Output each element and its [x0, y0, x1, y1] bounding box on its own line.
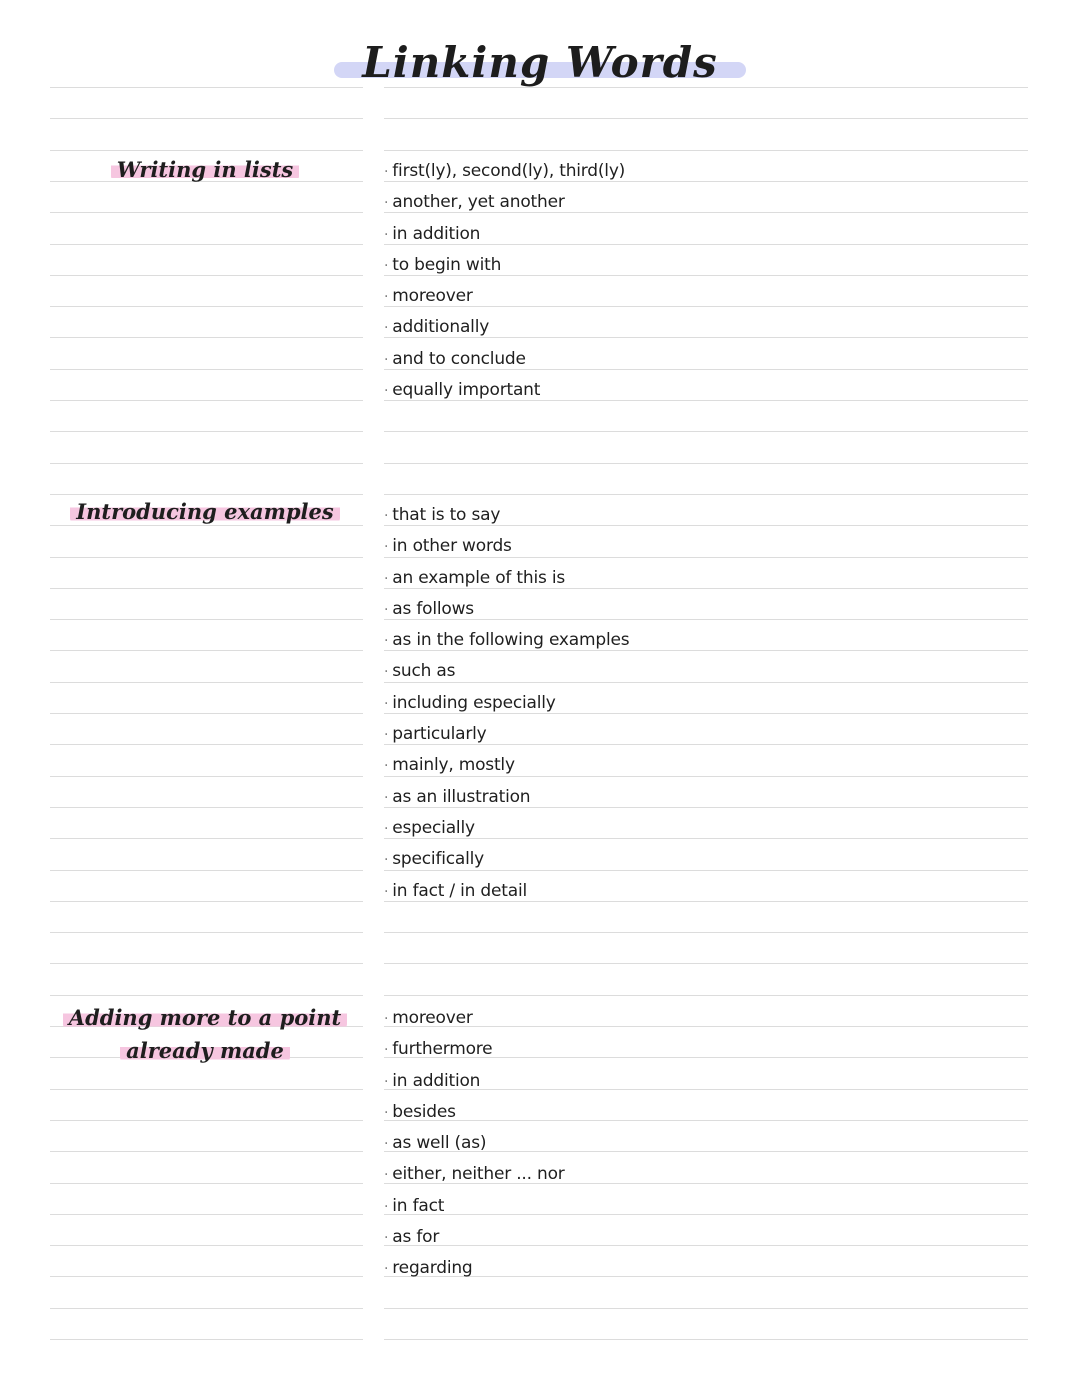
ruled-line-right	[384, 431, 1028, 432]
list-item: · moreover	[384, 1008, 473, 1028]
ruled-line-left	[50, 1214, 363, 1215]
list-item: · especially	[384, 817, 475, 838]
section-list-introducing-examples	[384, 500, 629, 907]
list-item: · as for	[384, 1227, 440, 1248]
ruled-line-left	[50, 87, 363, 88]
list-item: · furthermore	[384, 1039, 493, 1060]
list-item: · as an illustration	[384, 786, 531, 807]
list-item: · in addition	[384, 1070, 481, 1091]
ruled-line-right	[384, 87, 1028, 88]
list-item: · as follows	[384, 598, 474, 619]
list-item: · in fact / in detail	[384, 880, 527, 901]
ruled-line-left	[50, 838, 363, 839]
ruled-line-left	[50, 807, 363, 808]
ruled-line-left	[50, 463, 363, 464]
list-item: · first(ly), second(ly), third(ly)	[384, 161, 626, 181]
ruled-line-right	[384, 995, 1028, 996]
list-item: · as in the following examples	[384, 630, 630, 651]
list-item: · and to conclude	[384, 348, 526, 369]
ruled-line-left	[50, 1183, 363, 1184]
list-item: · specifically	[384, 849, 485, 870]
ruled-line-left	[50, 1089, 363, 1090]
ruled-line-left	[50, 150, 363, 151]
ruled-line-right	[384, 118, 1028, 119]
ruled-line-left	[50, 650, 363, 651]
heading-line: Writing in lists	[111, 157, 299, 182]
page-title: Linking Words	[344, 38, 736, 87]
section-heading-introducing-examples	[50, 495, 360, 528]
list-item: · either, neither ... nor	[384, 1164, 565, 1185]
list-item: · equally important	[384, 380, 541, 401]
list-item: · regarding	[384, 1258, 473, 1279]
ruled-line-left	[50, 713, 363, 714]
heading-line: Adding more to a point	[63, 1005, 347, 1030]
list-item: · such as	[384, 661, 456, 682]
section-heading-writing-in-lists	[50, 153, 360, 186]
section-list-writing-in-lists	[384, 156, 625, 406]
ruled-line-left	[50, 118, 363, 119]
ruled-line-left	[50, 1120, 363, 1121]
ruled-line-left	[50, 337, 363, 338]
ruled-line-left	[50, 682, 363, 683]
heading-line: Introducing examples	[70, 499, 339, 524]
list-item: · in fact	[384, 1195, 445, 1216]
ruled-line-right	[384, 932, 1028, 933]
ruled-line-right	[384, 463, 1028, 464]
ruled-line-left	[50, 1245, 363, 1246]
list-item: · an example of this is	[384, 567, 566, 588]
list-item: · including especially	[384, 692, 556, 713]
ruled-line-left	[50, 1276, 363, 1277]
ruled-line-right	[384, 494, 1028, 495]
list-item: · particularly	[384, 724, 487, 745]
list-item: · in other words	[384, 536, 512, 557]
ruled-line-left	[50, 275, 363, 276]
ruled-line-left	[50, 400, 363, 401]
list-item: · additionally	[384, 317, 490, 338]
list-item: · mainly, mostly	[384, 755, 515, 776]
heading-line: already made	[120, 1038, 290, 1063]
ruled-line-left	[50, 369, 363, 370]
section-heading-adding-more	[50, 1001, 360, 1067]
ruled-line-left	[50, 744, 363, 745]
ruled-line-left	[50, 932, 363, 933]
list-item: · as well (as)	[384, 1133, 487, 1154]
title-area	[0, 38, 1080, 87]
ruled-line-left	[50, 1339, 363, 1340]
ruled-line-left	[50, 995, 363, 996]
ruled-line-left	[50, 1151, 363, 1152]
ruled-line-left	[50, 557, 363, 558]
ruled-line-left	[50, 963, 363, 964]
list-item: · besides	[384, 1101, 456, 1122]
ruled-line-left	[50, 588, 363, 589]
ruled-line-left	[50, 431, 363, 432]
ruled-line-right	[384, 1339, 1028, 1340]
list-item: · another, yet another	[384, 192, 565, 213]
list-item: · moreover	[384, 286, 473, 307]
ruled-line-left	[50, 244, 363, 245]
list-item: · in addition	[384, 223, 481, 244]
ruled-line-left	[50, 870, 363, 871]
ruled-line-left	[50, 212, 363, 213]
ruled-line-right	[384, 150, 1028, 151]
list-item: · that is to say	[384, 505, 501, 525]
ruled-line-left	[50, 776, 363, 777]
ruled-line-left	[50, 619, 363, 620]
ruled-line-left	[50, 306, 363, 307]
ruled-line-right	[384, 963, 1028, 964]
section-list-adding-more	[384, 1003, 565, 1285]
ruled-line-right	[384, 1308, 1028, 1309]
list-item: · to begin with	[384, 254, 502, 275]
ruled-line-left	[50, 1308, 363, 1309]
ruled-line-left	[50, 901, 363, 902]
